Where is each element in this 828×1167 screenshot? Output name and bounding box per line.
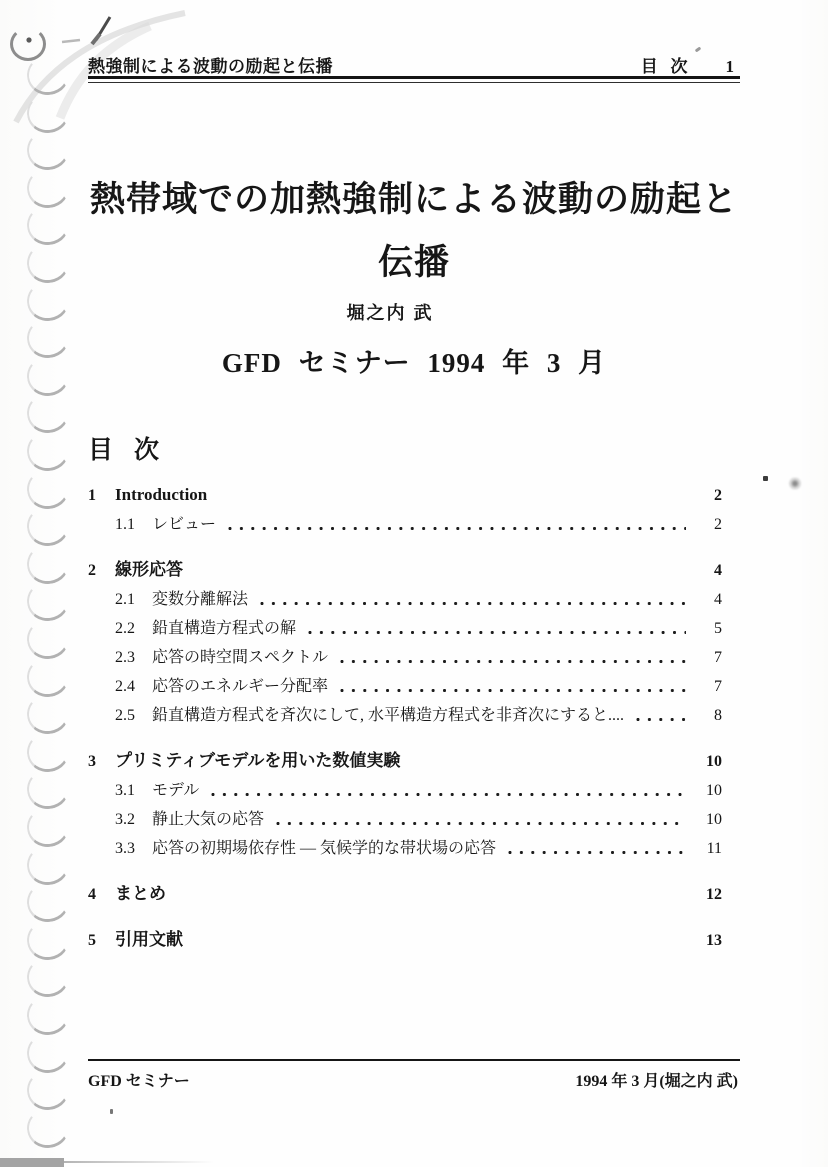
toc-item-title: 変数分離解法	[152, 591, 249, 608]
binding-hole	[24, 804, 71, 849]
toc-item-row	[88, 701, 722, 730]
binding-hole	[24, 165, 71, 210]
toc-dot-leader	[228, 526, 686, 531]
toc-section-page: 13	[706, 932, 722, 949]
toc-item-number: 3.3	[115, 840, 135, 857]
toc-section-title: Introduction	[115, 485, 208, 504]
toc-item-page: 8	[714, 707, 722, 724]
toc-section-row	[88, 925, 722, 955]
document-title-line2: 伝播	[377, 243, 450, 282]
toc-dot-leader	[340, 688, 686, 693]
binding-hole	[24, 1105, 71, 1150]
toc-item-title: モデル	[152, 782, 200, 799]
toc-item-number: 2.2	[115, 620, 135, 637]
footer-left-text: GFD セミナー	[88, 1073, 190, 1090]
toc-item-number: 2.1	[115, 591, 135, 608]
toc-item-page: 2	[714, 516, 722, 533]
binding-hole	[24, 278, 71, 323]
header-rule-thin	[88, 82, 740, 83]
toc-item-page: 10	[706, 782, 722, 799]
toc-section-page: 12	[706, 886, 722, 903]
toc-item-number: 2.5	[115, 707, 135, 724]
binding-hole	[24, 466, 71, 511]
toc-item-page: 11	[706, 840, 722, 857]
toc-item-number: 3.1	[115, 782, 135, 799]
page-header	[88, 52, 734, 77]
toc-section-row	[88, 879, 722, 909]
author-name: 堀之内 武	[346, 303, 434, 323]
header-section-label: 目 次	[640, 57, 692, 76]
toc-section-page: 2	[714, 487, 722, 504]
header-rule-thick	[88, 76, 740, 79]
toc-section-page: 10	[706, 753, 722, 770]
binding-hole	[24, 315, 71, 360]
scan-speck	[788, 477, 802, 490]
binding-hole	[24, 729, 71, 774]
binding-hole	[24, 917, 71, 962]
toc-item-row	[88, 510, 722, 539]
toc-dot-leader	[636, 717, 686, 722]
toc-dot-leader	[340, 659, 686, 664]
binding-hole	[24, 541, 71, 586]
toc-dot-leader	[508, 850, 686, 855]
binding-hole	[24, 691, 71, 736]
footer-right-text: 1994 年 3 月(堀之内 武)	[575, 1073, 738, 1090]
toc-item-page: 5	[714, 620, 722, 637]
toc-section-row	[88, 555, 722, 585]
toc-item-page: 7	[714, 678, 722, 695]
toc-item-number: 2.3	[115, 649, 135, 666]
toc-item-title: 応答のエネルギー分配率	[152, 678, 329, 695]
binding-hole	[24, 654, 71, 699]
binding-hole	[24, 353, 71, 398]
toc-item-row	[88, 834, 722, 863]
header-page-number: 1	[725, 57, 734, 76]
toc-dot-leader	[260, 601, 686, 606]
toc-item-title: 応答の初期場依存性 — 気候学的な帯状場の応答	[152, 840, 497, 857]
binding-hole	[24, 203, 71, 248]
toc-section-title: プリミティブモデルを用いた数値実験	[115, 751, 401, 770]
toc-item-title: レビュー	[152, 516, 217, 533]
toc-section-number: 5	[88, 932, 96, 949]
binding-hole	[24, 579, 71, 624]
header-running-title: 熱強制による波動の励起と伝播	[88, 57, 333, 76]
toc-item-row	[88, 672, 722, 701]
toc-item-row	[88, 585, 722, 614]
toc-item-page: 10	[706, 811, 722, 828]
binding-hole	[24, 1030, 71, 1075]
toc-heading: 目 次	[88, 436, 166, 464]
toc-item-row	[88, 643, 722, 672]
binding-hole	[24, 842, 71, 887]
document-title-line1: 熱帯域での加熱強制による波動の励起と	[89, 180, 738, 219]
scan-speck	[763, 476, 768, 481]
toc-dot-leader	[308, 630, 686, 635]
toc-section-row	[88, 746, 722, 776]
toc-section-page: 4	[714, 562, 722, 579]
toc-item-title: 静止大気の応答	[152, 811, 265, 828]
toc-dot-leader	[276, 821, 686, 826]
toc-item-row	[88, 805, 722, 834]
toc-dot-leader	[211, 792, 686, 797]
binding-hole	[24, 992, 71, 1037]
binding-hole	[24, 767, 71, 812]
scan-speck	[110, 1109, 113, 1114]
toc-item-title: 鉛直構造方程式の解	[152, 620, 297, 637]
binding-hole	[24, 240, 71, 285]
binding-hole	[24, 428, 71, 473]
toc-section-number: 2	[88, 562, 96, 579]
toc-item-row	[88, 614, 722, 643]
footer-rule	[88, 1059, 740, 1061]
binding-hole	[24, 391, 71, 436]
toc-item-number: 1.1	[115, 516, 135, 533]
toc-section-number: 3	[88, 753, 96, 770]
scan-edge-artifact	[0, 1158, 64, 1167]
toc-section-number: 1	[88, 487, 96, 504]
header-right-group	[641, 52, 734, 77]
toc-section-title: 線形応答	[115, 560, 183, 579]
toc-item-row	[88, 776, 722, 805]
page-footer	[88, 1068, 738, 1091]
seminar-line: GFD セミナー 1994 年 3 月	[221, 348, 607, 378]
table-of-contents	[88, 464, 722, 955]
toc-item-number: 3.2	[115, 811, 135, 828]
document-title	[70, 168, 758, 294]
toc-section-row	[88, 480, 722, 510]
binding-hole	[24, 955, 71, 1000]
toc-item-title: 鉛直構造方程式を斉次にして, 水平構造方程式を非斉次にすると....	[152, 707, 625, 724]
toc-item-page: 4	[714, 591, 722, 608]
binding-hole	[24, 1067, 71, 1112]
binding-hole	[24, 503, 71, 548]
toc-item-page: 7	[714, 649, 722, 666]
toc-item-number: 2.4	[115, 678, 135, 695]
toc-section-title: まとめ	[115, 884, 166, 903]
binding-hole	[24, 616, 71, 661]
scan-edge-artifact	[64, 1161, 214, 1163]
toc-section-title: 引用文献	[115, 930, 183, 949]
toc-item-title: 応答の時空間スペクトル	[152, 649, 329, 666]
binding-hole	[24, 879, 71, 924]
toc-section-number: 4	[88, 886, 96, 903]
